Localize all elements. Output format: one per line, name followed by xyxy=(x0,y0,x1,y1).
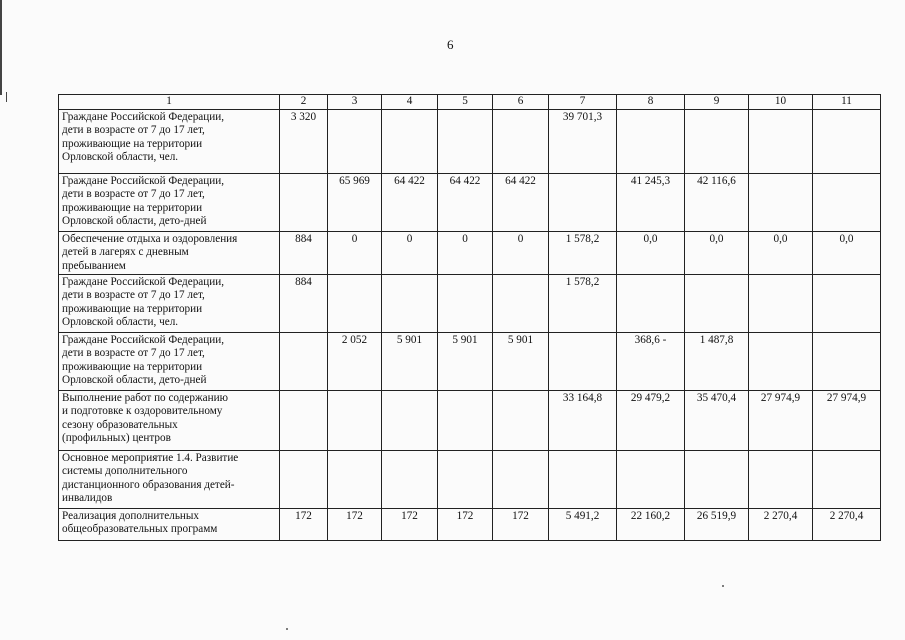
cell-col-5 xyxy=(438,450,493,508)
row-label-line: Орловской области, дето-дней xyxy=(62,215,207,227)
row-label xyxy=(59,109,280,173)
column-header-1: 1 xyxy=(59,95,280,110)
cell-col-2 xyxy=(280,332,328,390)
column-header-2: 2 xyxy=(280,95,328,110)
row-label-line: проживающие на территории xyxy=(62,201,203,214)
cell-col-2: 3 320 xyxy=(280,109,328,173)
row-label-line: системы дополнительного xyxy=(62,465,188,477)
cell-col-6: 64 422 xyxy=(493,173,549,231)
table-row xyxy=(59,390,881,450)
table-row xyxy=(59,173,881,231)
cell-col-10 xyxy=(749,109,813,173)
cell-col-2 xyxy=(280,173,328,231)
row-label-line: дети в возрасте от 7 до 17 лет, xyxy=(62,347,205,359)
row-label-line: инвалидов xyxy=(62,492,113,504)
cell-col-8: 29 479,2 xyxy=(617,390,685,450)
row-label-line: дети в возрасте от 7 до 17 лет, xyxy=(62,188,205,200)
table-row xyxy=(59,109,881,173)
cell-col-10: 0,0 xyxy=(749,231,813,274)
row-label-line: проживающие на территории xyxy=(62,302,203,315)
row-label-line: проживающие на территории xyxy=(62,137,203,150)
table-row xyxy=(59,274,881,332)
row-label-line: (профильных) центров xyxy=(62,432,171,444)
cell-col-9 xyxy=(685,274,749,332)
row-label-line: Выполнение работ по содержанию xyxy=(62,391,228,404)
cell-col-2 xyxy=(280,450,328,508)
cell-col-7: 39 701,3 xyxy=(549,109,617,173)
column-header-8: 8 xyxy=(617,95,685,110)
cell-col-8: 368,6 - xyxy=(617,332,685,390)
cell-col-3 xyxy=(328,109,382,173)
scan-edge-mark xyxy=(0,0,2,95)
cell-col-3 xyxy=(328,274,382,332)
table-row xyxy=(59,450,881,508)
row-label-line: Орловской области, чел. xyxy=(62,151,179,163)
column-header-7: 7 xyxy=(549,95,617,110)
cell-col-7 xyxy=(549,450,617,508)
cell-col-2: 172 xyxy=(280,508,328,540)
scan-edge-mark xyxy=(6,92,7,102)
cell-col-8: 41 245,3 xyxy=(617,173,685,231)
column-header-5: 5 xyxy=(438,95,493,110)
row-label-line: Граждане Российской Федерации, xyxy=(62,174,225,187)
cell-col-4 xyxy=(382,109,438,173)
cell-col-8 xyxy=(617,109,685,173)
table-header-row xyxy=(59,95,881,110)
row-label-line: Граждане Российской Федерации, xyxy=(62,333,225,346)
cell-col-7: 5 491,2 xyxy=(549,508,617,540)
cell-col-6 xyxy=(493,450,549,508)
cell-col-3: 172 xyxy=(328,508,382,540)
row-label xyxy=(59,173,280,231)
cell-col-9: 35 470,4 xyxy=(685,390,749,450)
cell-col-5 xyxy=(438,274,493,332)
cell-col-10 xyxy=(749,173,813,231)
cell-col-9: 0,0 xyxy=(685,231,749,274)
cell-col-4 xyxy=(382,390,438,450)
cell-col-6: 172 xyxy=(493,508,549,540)
cell-col-5: 64 422 xyxy=(438,173,493,231)
cell-col-8 xyxy=(617,450,685,508)
cell-col-11 xyxy=(813,332,881,390)
cell-col-8: 0,0 xyxy=(617,231,685,274)
cell-col-3: 2 052 xyxy=(328,332,382,390)
row-label-line: Основное мероприятие 1.4. Развитие xyxy=(62,451,239,464)
row-label xyxy=(59,450,280,508)
cell-col-4: 0 xyxy=(382,231,438,274)
table-row xyxy=(59,508,881,540)
row-label xyxy=(59,508,280,540)
cell-col-9 xyxy=(685,450,749,508)
cell-col-2 xyxy=(280,390,328,450)
cell-col-7: 1 578,2 xyxy=(549,231,617,274)
cell-col-4: 172 xyxy=(382,508,438,540)
row-label-line: детей в лагерях с дневным xyxy=(62,246,189,258)
cell-col-3: 65 969 xyxy=(328,173,382,231)
cell-col-9 xyxy=(685,109,749,173)
row-label-line: Граждане Российской Федерации, xyxy=(62,275,225,288)
row-label-line: общеобразовательных программ xyxy=(62,523,218,535)
cell-col-5 xyxy=(438,390,493,450)
cell-col-10 xyxy=(749,332,813,390)
row-label-line: дистанционного образования детей- xyxy=(62,478,235,491)
row-label-line: Граждане Российской Федерации, xyxy=(62,110,225,123)
cell-col-5 xyxy=(438,109,493,173)
scan-speck xyxy=(286,628,288,630)
cell-col-6 xyxy=(493,390,549,450)
cell-col-11 xyxy=(813,450,881,508)
row-label-line: дети в возрасте от 7 до 17 лет, xyxy=(62,289,205,301)
row-label xyxy=(59,274,280,332)
column-header-9: 9 xyxy=(685,95,749,110)
row-label xyxy=(59,390,280,450)
cell-col-11 xyxy=(813,109,881,173)
cell-col-4: 64 422 xyxy=(382,173,438,231)
cell-col-3: 0 xyxy=(328,231,382,274)
row-label-line: сезону образовательных xyxy=(62,418,178,431)
cell-col-4 xyxy=(382,450,438,508)
column-header-11: 11 xyxy=(813,95,881,110)
cell-col-11 xyxy=(813,173,881,231)
cell-col-7 xyxy=(549,332,617,390)
cell-col-11: 2 270,4 xyxy=(813,508,881,540)
table-row xyxy=(59,332,881,390)
cell-col-6 xyxy=(493,109,549,173)
budget-table xyxy=(58,94,881,541)
cell-col-7 xyxy=(549,173,617,231)
row-label xyxy=(59,332,280,390)
row-label-line: дети в возрасте от 7 до 17 лет, xyxy=(62,124,205,136)
cell-col-7: 33 164,8 xyxy=(549,390,617,450)
cell-col-8 xyxy=(617,274,685,332)
row-label-line: Реализация дополнительных xyxy=(62,509,200,522)
cell-col-4 xyxy=(382,274,438,332)
row-label-line: Обеспечение отдыха и оздоровления xyxy=(62,232,238,245)
cell-col-2: 884 xyxy=(280,231,328,274)
cell-col-6: 5 901 xyxy=(493,332,549,390)
cell-col-11: 0,0 xyxy=(813,231,881,274)
cell-col-9: 26 519,9 xyxy=(685,508,749,540)
row-label xyxy=(59,231,280,274)
cell-col-5: 172 xyxy=(438,508,493,540)
row-label-line: пребыванием xyxy=(62,259,126,272)
cell-col-2: 884 xyxy=(280,274,328,332)
row-label-line: Орловской области, чел. xyxy=(62,316,179,328)
column-header-6: 6 xyxy=(493,95,549,110)
cell-col-3 xyxy=(328,450,382,508)
cell-col-9: 1 487,8 xyxy=(685,332,749,390)
row-label-line: проживающие на территории xyxy=(62,360,203,373)
cell-col-9: 42 116,6 xyxy=(685,173,749,231)
cell-col-5: 5 901 xyxy=(438,332,493,390)
cell-col-4: 5 901 xyxy=(382,332,438,390)
page-number: 6 xyxy=(447,37,454,52)
cell-col-5: 0 xyxy=(438,231,493,274)
cell-col-6 xyxy=(493,274,549,332)
column-header-4: 4 xyxy=(382,95,438,110)
row-label-line: и подготовке к оздоровительному xyxy=(62,405,223,417)
cell-col-7: 1 578,2 xyxy=(549,274,617,332)
cell-col-10 xyxy=(749,274,813,332)
row-label-line: Орловской области, дето-дней xyxy=(62,374,207,386)
cell-col-10: 2 270,4 xyxy=(749,508,813,540)
table-row xyxy=(59,231,881,274)
cell-col-3 xyxy=(328,390,382,450)
table-body xyxy=(59,95,881,541)
cell-col-11: 27 974,9 xyxy=(813,390,881,450)
column-header-3: 3 xyxy=(328,95,382,110)
cell-col-11 xyxy=(813,274,881,332)
cell-col-10: 27 974,9 xyxy=(749,390,813,450)
cell-col-10 xyxy=(749,450,813,508)
cell-col-6: 0 xyxy=(493,231,549,274)
column-header-10: 10 xyxy=(749,95,813,110)
cell-col-8: 22 160,2 xyxy=(617,508,685,540)
scan-speck xyxy=(722,585,724,587)
